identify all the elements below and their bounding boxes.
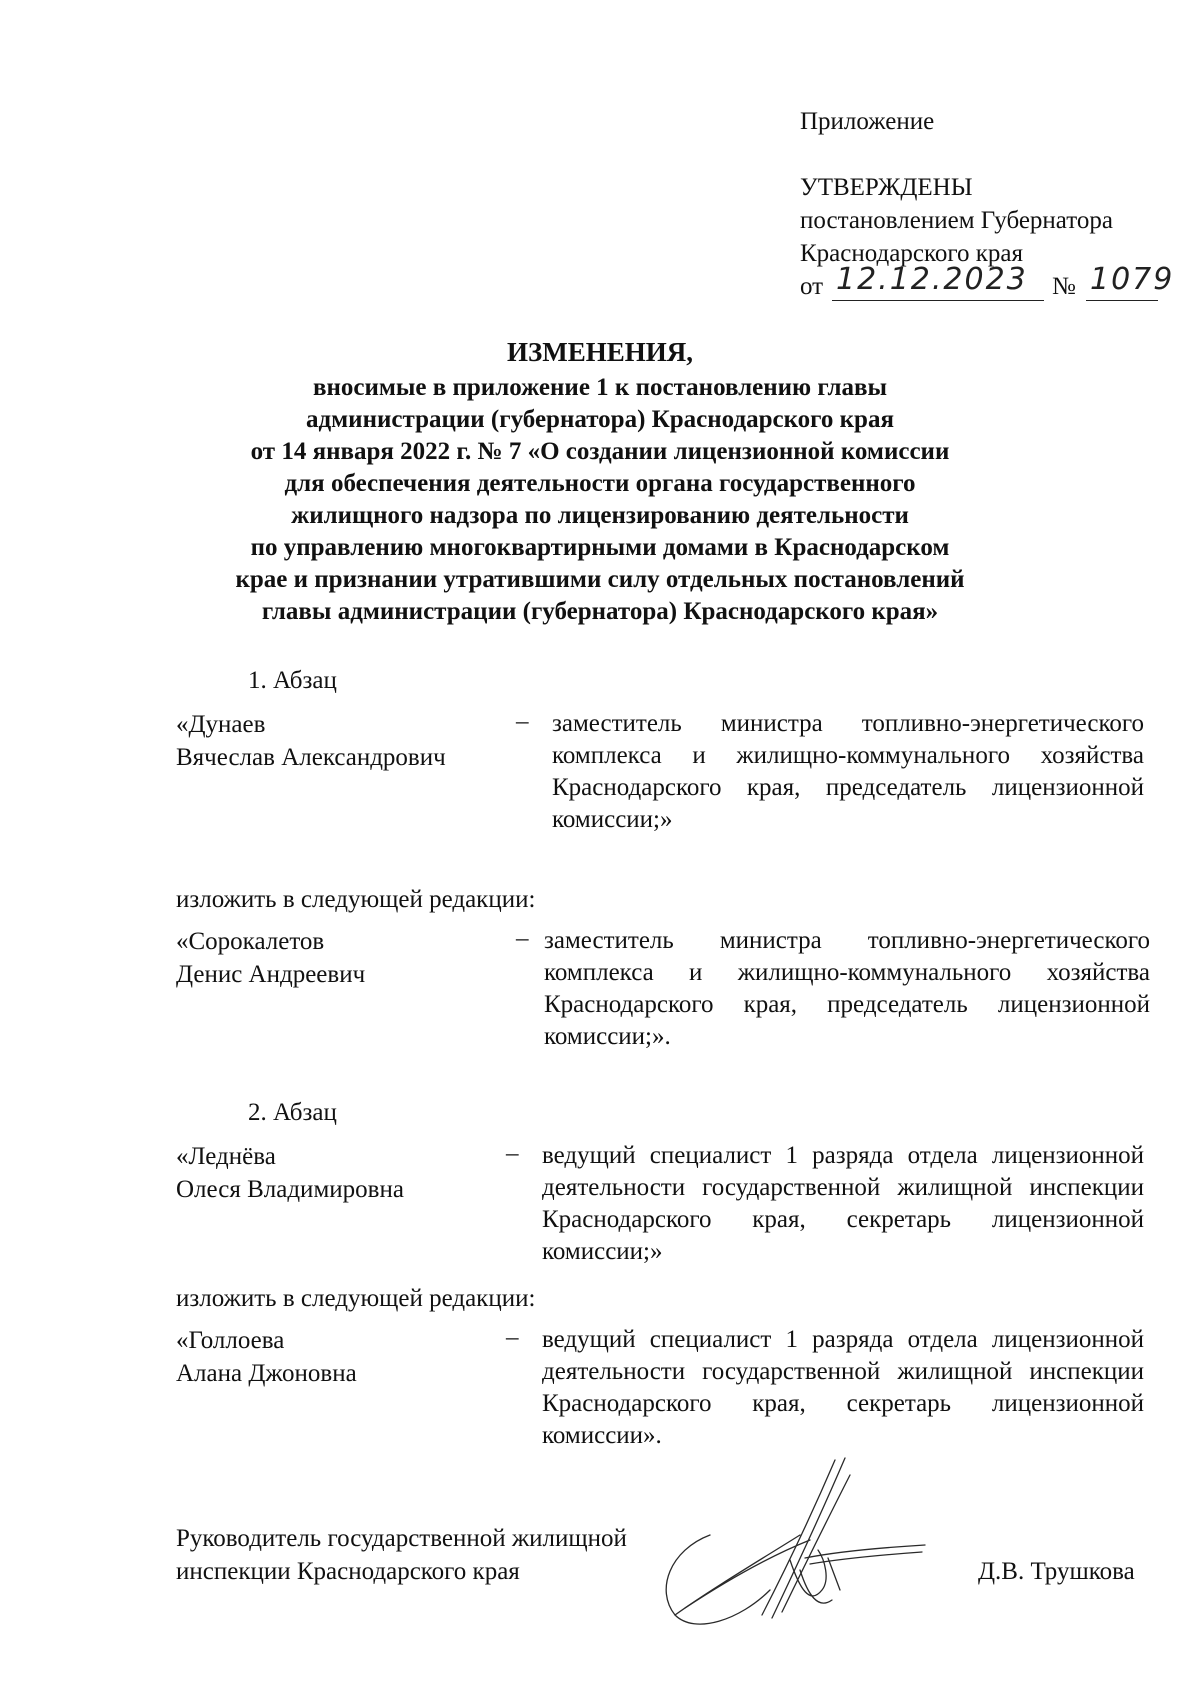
approved-by-line: постановлением Губернатора (800, 207, 1113, 234)
new-member-description: ведущий специалист 1 разряда отдела лицензионной деятельности государственной жилищной инспекции Краснодарского края, секретарь лицензионной комиссии». (542, 1326, 1144, 1449)
replace-label: изложить в следующей редакции: (176, 886, 536, 913)
new-member-given-names: Алана Джоновна (176, 1360, 357, 1387)
title-line: главы администрации (губернатора) Краснодарского края» (261, 598, 939, 625)
title-line: жилищного надзора по лицензированию деятельности (291, 502, 909, 529)
old-member-description: ведущий специалист 1 разряда отдела лицензионной деятельности государственной жилищной инспекции Краснодарского края, секретарь лицензионной комиссии;» (542, 1142, 1144, 1265)
title-line: крае и признании утратившими силу отдельных постановлений (235, 566, 965, 593)
old-member-given-names: Олеся Владимировна (176, 1176, 404, 1203)
old-member-given-names: Вячеслав Александрович (176, 744, 446, 771)
document-title: ИЗМЕНЕНИЯ, (506, 337, 693, 367)
new-member-surname: «Сорокалетов (176, 928, 325, 955)
approved-label: УТВЕРЖДЕНЫ (800, 174, 973, 201)
section-heading: 1. Абзац (248, 667, 337, 694)
replace-label: изложить в следующей редакции: (176, 1285, 536, 1312)
dash-separator: – (516, 708, 529, 735)
title-line: для обеспечения деятельности органа государственного (284, 470, 916, 497)
number-prefix: № (1052, 273, 1076, 300)
dash-separator: – (506, 1140, 519, 1167)
old-member-surname: «Дунаев (176, 711, 266, 738)
title-line: по управлению многоквартирными домами в Краснодарском (250, 534, 950, 561)
title-line: администрации (губернатора) Краснодарского края (306, 406, 894, 433)
old-member-surname: «Леднёва (176, 1143, 276, 1170)
new-member-surname: «Голлоева (176, 1327, 285, 1354)
new-member-given-names: Денис Андреевич (176, 961, 366, 988)
handwritten-signature (650, 1440, 940, 1640)
signatory-position-line2: инспекции Краснодарского края (176, 1558, 520, 1585)
date-prefix: от (800, 273, 824, 300)
signatory-position-line1: Руководитель государственной жилищной (176, 1525, 627, 1552)
number-underline (1086, 300, 1158, 301)
handwritten-date: 12.12.2023 (836, 262, 1028, 297)
appendix-label: Приложение (800, 108, 935, 135)
approved-region-line: Краснодарского края (800, 240, 1023, 267)
old-member-description: заместитель министра топливно-энергетического комплекса и жилищно-коммунального хозяйства Краснодарского края, председатель лицензионной комиссии;» (552, 710, 1144, 833)
dash-separator: – (516, 925, 529, 952)
dash-separator: – (506, 1324, 519, 1351)
title-line: вносимые в приложение 1 к постановлению главы (312, 374, 888, 401)
title-line: от 14 января 2022 г. № 7 «О создании лицензионной комиссии (250, 438, 950, 465)
date-underline (832, 300, 1044, 301)
new-member-description: заместитель министра топливно-энергетического комплекса и жилищно-коммунального хозяйства Краснодарского края, председатель лицензионной комиссии;». (544, 927, 1150, 1050)
handwritten-number: 1079 (1090, 262, 1175, 297)
section-heading: 2. Абзац (248, 1099, 337, 1126)
signatory-name: Д.В. Трушкова (978, 1558, 1135, 1585)
